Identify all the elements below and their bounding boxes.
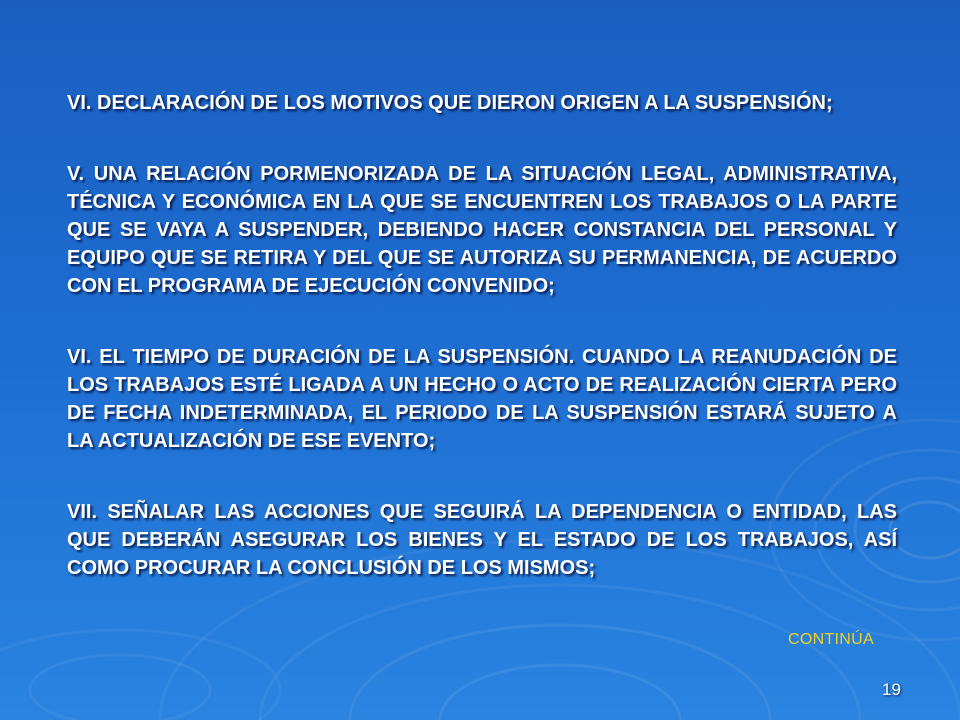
paragraph-tiempo: VI. EL TIEMPO DE DURACIÓN DE LA SUSPENSIÓN. CUANDO LA REANUDACIÓN DE LOS TRABAJOS ESTÉ LIGADA A UN HECHO O ACTO DE REALIZACIÓN CIERTA PERO DE FECHA INDETERMINADA, EL PERIODO DE LA SUSPENSIÓN ESTARÁ SUJETO A LA ACTUALIZACIÓN DE ESE EVENTO;: [67, 346, 897, 452]
paragraph-acciones: VII. SEÑALAR LAS ACCIONES QUE SEGUIRÁ LA DEPENDENCIA O ENTIDAD, LAS QUE DEBERÁN ASEGURAR LOS BIENES Y EL ESTADO DE LOS TRABAJOS, ASÍ COMO PROCURAR LA CONCLUSIÓN DE LOS MISMOS;: [67, 501, 897, 579]
paragraph-motivos: VI. DECLARACIÓN DE LOS MOTIVOS QUE DIERON ORIGEN A LA SUSPENSIÓN;: [67, 92, 833, 114]
page-number: 19: [882, 680, 901, 699]
ripple-ring: [440, 665, 680, 720]
ripple-ring: [350, 625, 770, 720]
ripple-ring: [890, 502, 960, 558]
ripple-ring: [30, 655, 210, 720]
slide-body: [67, 89, 897, 582]
continue-link[interactable]: CONTINÚA: [788, 631, 874, 648]
ripple-ring: [260, 585, 860, 720]
paragraph-relacion: V. UNA RELACIÓN PORMENORIZADA DE LA SITUACIÓN LEGAL, ADMINISTRATIVA, TÉCNICA Y ECONÓMICA EN LA QUE SE ENCUENTREN LOS TRABAJOS O LA PARTE QUE SE VAYA A SUSPENDER, DEBIENDO HACER CONSTANCIA DEL PERSONAL Y EQUIPO QUE SE RETIRA Y DEL QUE SE AUTORIZA SU PERMANENCIA, DE ACUERDO CON EL PROGRAMA DE EJECUCIÓN CONVENIDO;: [67, 163, 897, 297]
